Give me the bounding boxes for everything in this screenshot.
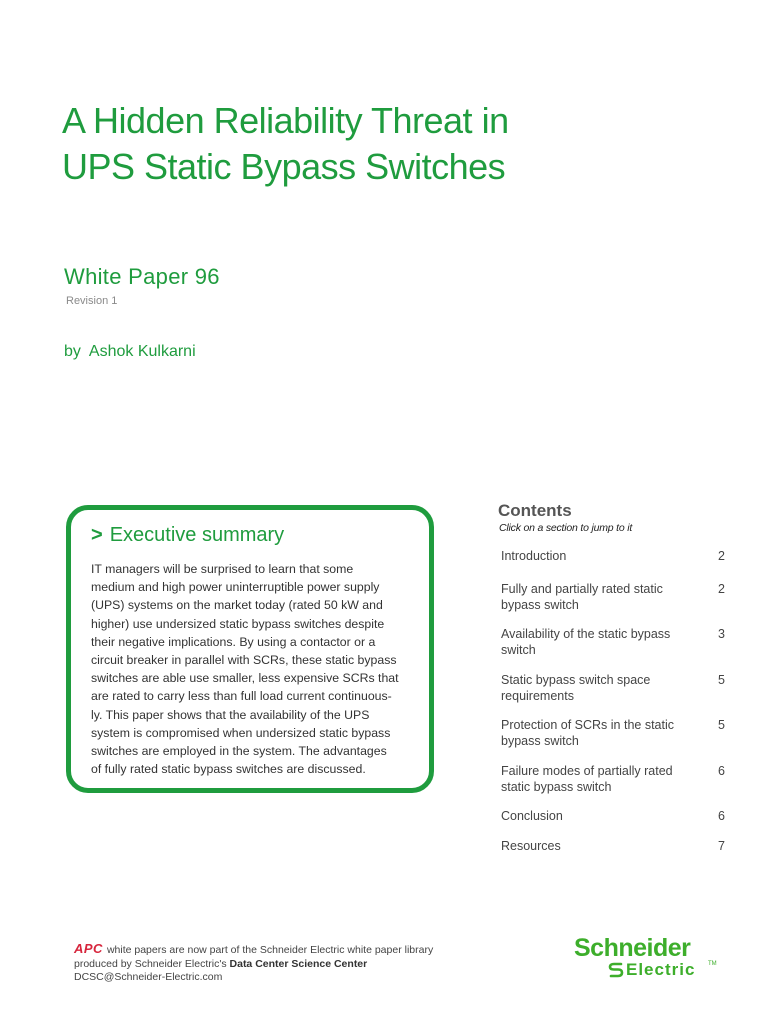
summary-line: switches are employed in the system. The advantages	[91, 744, 387, 759]
page-title	[62, 98, 662, 190]
logo-word-schneider: Schneider	[574, 934, 691, 962]
toc-page-number: 3	[718, 627, 725, 641]
author-by: by	[64, 343, 81, 360]
schneider-electric-logo	[574, 934, 717, 982]
summary-line: IT managers will be surprised to learn that some	[91, 562, 354, 576]
toc-page-number: 6	[718, 809, 725, 823]
toc-label: Fully and partially rated static bypass switch	[501, 582, 663, 612]
toc-label: Introduction	[501, 549, 567, 563]
contents-subtitle: Click on a section to jump to it	[499, 522, 633, 534]
toc-label: Conclusion	[501, 809, 563, 823]
summary-line: (UPS) systems on the market today (rated 50 kW and	[91, 598, 383, 613]
revision-label: Revision 1	[66, 295, 118, 307]
toc-page-number: 6	[718, 764, 725, 778]
executive-summary-heading	[91, 524, 284, 547]
executive-summary-box	[66, 505, 434, 793]
toc-label: Static bypass switch space requirements	[501, 673, 651, 703]
summary-line: of fully rated static bypass switches are discussed.	[91, 762, 366, 777]
summary-line: switches are able use smaller, less expensive SCRs that	[91, 671, 399, 686]
toc-label: Protection of SCRs in the static bypass switch	[501, 718, 674, 748]
footer-email[interactable]: DCSC@Schneider-Electric.com	[74, 971, 223, 983]
summary-line: circuit breaker in parallel with SCRs, these static bypass	[91, 653, 397, 668]
white-paper-label: White Paper 96	[64, 264, 220, 289]
footer-line-2	[74, 958, 433, 972]
chevron-right-icon: >	[91, 524, 103, 546]
author-name: Ashok Kulkarni	[88, 343, 196, 360]
toc-label: Availability of the static bypass switch	[501, 627, 671, 657]
toc-page-number: 5	[718, 673, 725, 687]
executive-summary-title: Executive summary	[109, 524, 285, 546]
title-line-1: A Hidden Reliability Threat in	[62, 100, 509, 141]
logo-trademark: TM	[708, 961, 717, 967]
footer-notice	[74, 942, 433, 985]
toc-page-number: 2	[718, 549, 725, 563]
toc-page-number: 5	[718, 718, 725, 732]
toc-label: Failure modes of partially rated static bypass switch	[501, 764, 673, 794]
footer-line-2-prefix: produced by Schneider Electric's	[74, 957, 227, 970]
contents-heading: Contents	[498, 501, 572, 520]
dcsc-name: Data Center Science Center	[229, 957, 368, 970]
logo-word-electric: Electric	[626, 960, 696, 979]
summary-line: ly. This paper shows that the availability of the UPS	[91, 707, 370, 722]
summary-line: are rated to carry less than full load current continuous-	[91, 689, 392, 704]
toc-page-number: 2	[718, 582, 725, 596]
summary-line: their negative implications. By using a contactor or a	[91, 634, 376, 649]
toc-label: Resources	[501, 839, 561, 853]
schneider-life-is-on-icon	[608, 962, 624, 978]
footer-line-1-text: white papers are now part of the Schneider Electric white paper library	[106, 944, 434, 956]
summary-line: higher) use undersized static bypass switches despite	[91, 616, 385, 631]
summary-line: medium and high power uninterruptible power supply	[91, 580, 380, 595]
apc-logo: APC	[74, 941, 103, 956]
executive-summary-text	[91, 560, 413, 778]
toc-page-number: 7	[718, 839, 725, 853]
title-line-2: UPS Static Bypass Switches	[62, 146, 506, 187]
footer-line-1	[74, 942, 433, 958]
author-line	[64, 343, 196, 361]
summary-line: system is compromised when undersized static bypass	[91, 725, 391, 740]
